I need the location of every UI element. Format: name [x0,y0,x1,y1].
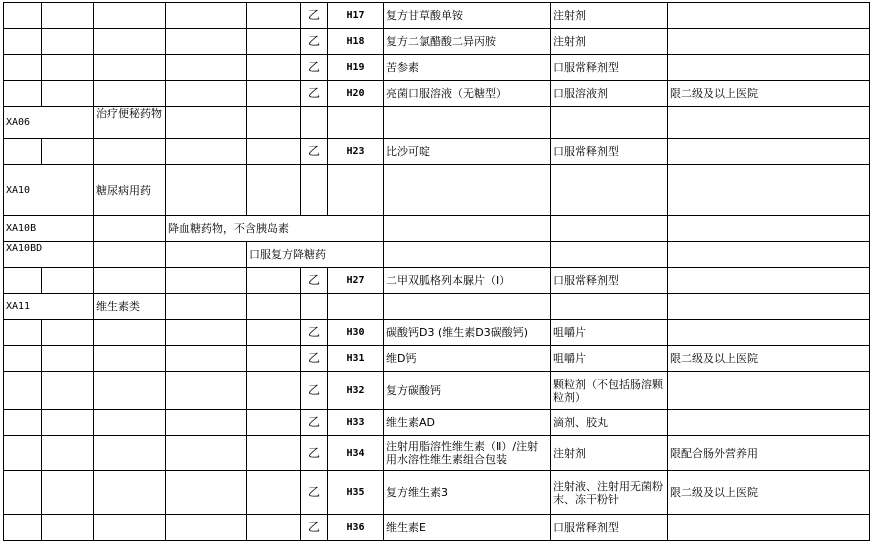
remark-cell: 限配合肠外营养用 [668,436,870,471]
table-cell [42,81,94,107]
table-cell [668,294,870,320]
table-cell [166,515,247,541]
category-label-cell: 降血糖药物，不含胰岛素 [166,216,384,242]
table-cell [42,268,94,294]
drug-class-cell: 乙 [301,471,328,515]
table-cell [247,372,301,410]
category-row [4,242,870,268]
drug-name-cell: 复方维生素3 [384,471,551,515]
category-label-cell: 维生素类 [94,294,166,320]
drug-name-cell: 比沙可啶 [384,139,551,165]
table-cell [247,55,301,81]
remark-cell [668,515,870,541]
table-cell [247,139,301,165]
table-cell [384,165,551,216]
table-row [4,268,870,294]
table-cell [4,3,42,29]
table-cell [166,410,247,436]
table-cell [94,3,166,29]
drug-number-cell: H27 [328,268,384,294]
drug-class-cell: 乙 [301,436,328,471]
drug-name-cell: 注射用脂溶性维生素（Ⅱ）/注射用水溶性维生素组合包装 [384,436,551,471]
category-code-cell: XA10BD [4,242,94,268]
table-cell [4,372,42,410]
dosage-form-cell: 注射剂 [551,3,668,29]
drug-class-cell: 乙 [301,139,328,165]
table-row [4,81,870,107]
table-cell [301,294,328,320]
table-cell [328,294,384,320]
table-cell [166,107,247,139]
table-cell [42,346,94,372]
table-cell [94,139,166,165]
table-cell [42,471,94,515]
table-cell [247,81,301,107]
table-row [4,320,870,346]
table-cell [42,436,94,471]
table-cell [328,165,384,216]
table-cell [384,242,551,268]
table-cell [551,216,668,242]
drug-name-cell: 维D钙 [384,346,551,372]
drug-class-cell: 乙 [301,268,328,294]
table-cell [94,515,166,541]
remark-cell: 限二级及以上医院 [668,471,870,515]
category-code-cell: XA11 [4,294,94,320]
table-cell [551,107,668,139]
drug-number-cell: H18 [328,29,384,55]
drug-number-cell: H30 [328,320,384,346]
drug-class-cell: 乙 [301,55,328,81]
table-cell [247,410,301,436]
table-row [4,372,870,410]
category-code-cell: XA10 [4,165,94,216]
table-cell [247,471,301,515]
category-row [4,165,870,216]
table-row [4,29,870,55]
table-cell [247,3,301,29]
table-cell [551,294,668,320]
table-cell [94,55,166,81]
table-cell [551,165,668,216]
drug-class-cell: 乙 [301,81,328,107]
table-cell [166,139,247,165]
drug-number-cell: H35 [328,471,384,515]
table-cell [94,320,166,346]
table-cell [247,515,301,541]
drug-number-cell: H34 [328,436,384,471]
table-cell [247,107,301,139]
category-label-cell: 糖尿病用药 [94,165,166,216]
remark-cell [668,410,870,436]
table-cell [94,471,166,515]
table-cell [166,346,247,372]
table-cell [301,107,328,139]
drug-class-cell: 乙 [301,346,328,372]
drug-class-cell: 乙 [301,372,328,410]
category-code-cell: XA10B [4,216,94,242]
table-cell [94,216,166,242]
table-cell [551,242,668,268]
dosage-form-cell: 注射液、注射用无菌粉末、冻干粉针 [551,471,668,515]
table-cell [94,242,166,268]
drug-number-cell: H31 [328,346,384,372]
remark-cell: 限二级及以上医院 [668,346,870,372]
table-cell [166,294,247,320]
dosage-form-cell: 口服常释剂型 [551,515,668,541]
remark-cell [668,3,870,29]
table-cell [4,81,42,107]
table-cell [166,436,247,471]
table-cell [94,29,166,55]
table-row [4,139,870,165]
remark-cell: 限二级及以上医院 [668,81,870,107]
table-cell [384,216,551,242]
table-cell [94,372,166,410]
remark-cell [668,29,870,55]
drug-class-cell: 乙 [301,515,328,541]
drug-number-cell: H17 [328,3,384,29]
table-cell [4,139,42,165]
remark-cell [668,320,870,346]
table-cell [94,268,166,294]
table-cell [247,268,301,294]
dosage-form-cell: 口服溶液剂 [551,81,668,107]
table-cell [4,320,42,346]
drug-name-cell: 维生素AD [384,410,551,436]
table-cell [247,436,301,471]
table-row [4,515,870,541]
table-cell [384,294,551,320]
table-row [4,436,870,471]
table-cell [4,410,42,436]
dosage-form-cell: 口服常释剂型 [551,268,668,294]
category-row [4,107,870,139]
table-cell [166,372,247,410]
drug-name-cell: 碳酸钙D3 (维生素D3碳酸钙) [384,320,551,346]
table-cell [42,372,94,410]
table-cell [42,55,94,81]
drug-number-cell: H32 [328,372,384,410]
table-cell [247,346,301,372]
drug-catalog-table [3,2,870,541]
drug-class-cell: 乙 [301,410,328,436]
drug-name-cell: 复方甘草酸单铵 [384,3,551,29]
drug-name-cell: 复方二氯醋酸二异丙胺 [384,29,551,55]
table-cell [166,55,247,81]
dosage-form-cell: 滴剂、胶丸 [551,410,668,436]
table-cell [247,165,301,216]
table-row [4,55,870,81]
table-cell [384,107,551,139]
category-code-cell: XA06 [4,107,94,139]
remark-cell [668,55,870,81]
drug-class-cell: 乙 [301,3,328,29]
table-cell [166,268,247,294]
dosage-form-cell: 注射剂 [551,29,668,55]
drug-name-cell: 复方碳酸钙 [384,372,551,410]
drug-number-cell: H20 [328,81,384,107]
table-cell [4,346,42,372]
remark-cell [668,372,870,410]
table-cell [42,410,94,436]
drug-class-cell: 乙 [301,29,328,55]
category-label-cell: 治疗便秘药物 [94,107,166,139]
table-cell [94,410,166,436]
drug-number-cell: H33 [328,410,384,436]
table-cell [328,107,384,139]
table-cell [166,242,247,268]
table-cell [42,320,94,346]
drug-number-cell: H23 [328,139,384,165]
table-cell [247,320,301,346]
table-cell [94,346,166,372]
dosage-form-cell: 注射剂 [551,436,668,471]
table-cell [668,216,870,242]
table-cell [4,515,42,541]
dosage-form-cell: 口服常释剂型 [551,55,668,81]
table-cell [94,436,166,471]
table-row [4,3,870,29]
table-cell [166,165,247,216]
table-cell [166,320,247,346]
table-cell [668,165,870,216]
table-cell [247,294,301,320]
table-cell [668,242,870,268]
category-label-cell: 口服复方降糖药 [247,242,384,268]
remark-cell [668,268,870,294]
drug-name-cell: 苦参素 [384,55,551,81]
table-cell [247,29,301,55]
table-cell [166,3,247,29]
table-cell [166,471,247,515]
table-cell [4,268,42,294]
table-row [4,471,870,515]
table-row [4,346,870,372]
dosage-form-cell: 颗粒剂（不包括肠溶颗粒剂） [551,372,668,410]
table-cell [42,515,94,541]
table-cell [4,471,42,515]
dosage-form-cell: 口服常释剂型 [551,139,668,165]
table-cell [668,107,870,139]
table-cell [42,3,94,29]
drug-name-cell: 维生素E [384,515,551,541]
dosage-form-cell: 咀嚼片 [551,346,668,372]
table-cell [94,81,166,107]
table-cell [42,29,94,55]
table-cell [4,55,42,81]
category-row [4,216,870,242]
category-row [4,294,870,320]
drug-name-cell: 亮菌口服溶液（无糖型） [384,81,551,107]
drug-class-cell: 乙 [301,320,328,346]
table-cell [166,81,247,107]
table-cell [301,165,328,216]
table-cell [4,29,42,55]
table-row [4,410,870,436]
table-cell [166,29,247,55]
table-cell [42,139,94,165]
table-cell [4,436,42,471]
remark-cell [668,139,870,165]
drug-number-cell: H19 [328,55,384,81]
drug-name-cell: 二甲双胍格列本脲片（Ⅰ） [384,268,551,294]
drug-number-cell: H36 [328,515,384,541]
dosage-form-cell: 咀嚼片 [551,320,668,346]
